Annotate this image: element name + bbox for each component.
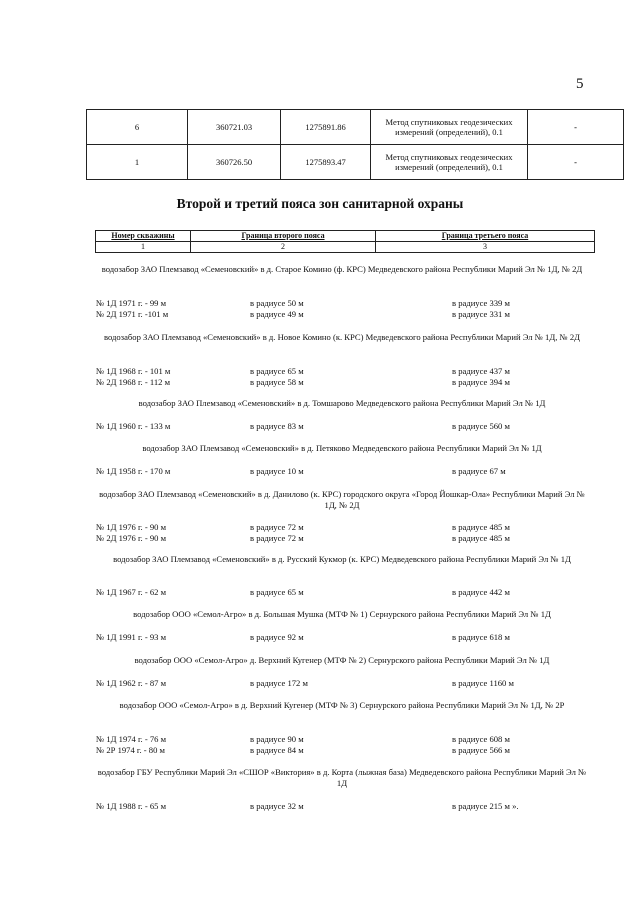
coordinates-table [86, 109, 624, 180]
well-label: № 1Д 1967 г. - 62 м [96, 587, 167, 597]
well-label: № 1Д 1991 г. - 93 м [96, 632, 167, 642]
well-label: № 1Д 1971 г. - 99 м [96, 298, 167, 308]
x-coordinate: 360721.03 [188, 110, 281, 145]
well-label: № 2Д 1971 г. -101 м [96, 309, 169, 319]
facility-heading: водозабор ЗАО Племзавод «Семеновский» в д. Петяково Медведевского района Республики Марий Эл № 1Д [142, 443, 542, 453]
third-zone-radius: в радиусе 485 м [452, 533, 510, 543]
third-zone-radius: в радиусе 1160 м [452, 678, 514, 688]
third-zone-radius: в радиусе 394 м [452, 377, 510, 387]
table-row [87, 145, 624, 180]
y-coordinate: 1275893.47 [281, 145, 371, 180]
point-number: 6 [87, 110, 188, 145]
column-number: 2 [191, 242, 376, 253]
well-label: № 2Д 1976 г. - 90 м [96, 533, 167, 543]
facility-heading: водозабор ЗАО Племзавод «Семеновский» в д. Томшарово Медведевского района Республики Марий Эл № 1Д [138, 398, 546, 408]
extra-cell: - [528, 145, 624, 180]
y-coordinate: 1275891.86 [281, 110, 371, 145]
well-label: № 1Д 1976 г. - 90 м [96, 522, 167, 532]
second-zone-radius: в радиусе 49 м [250, 309, 304, 319]
second-zone-radius: в радиусе 83 м [250, 421, 304, 431]
table-header-row [96, 231, 595, 242]
third-zone-radius: в радиусе 215 м ». [452, 801, 519, 811]
zones-header-table [95, 230, 595, 253]
point-number: 1 [87, 145, 188, 180]
facility-heading: водозабор ЗАО Племзавод «Семеновский» в д. Новое Комино (к. КРС) Медведевского района Республики Марий Эл № 1Д, № 2Д [103, 332, 581, 342]
header-second-zone: Граница второго пояса [191, 231, 376, 242]
second-zone-radius: в радиусе 84 м [250, 745, 304, 755]
facility-heading: водозабор ЗАО Племзавод «Семеновский» в д. Русский Кукмор (к. КРС) Медведевского района Республики Марий Эл № 1Д [113, 554, 571, 564]
table-number-row [96, 242, 595, 253]
well-label: № 1Д 1962 г. - 87 м [96, 678, 167, 688]
third-zone-radius: в радиусе 608 м [452, 734, 510, 744]
second-zone-radius: в радиусе 92 м [250, 632, 304, 642]
well-label: № 1Д 1958 г. - 170 м [96, 466, 171, 476]
second-zone-radius: в радиусе 50 м [250, 298, 304, 308]
third-zone-radius: в радиусе 566 м [452, 745, 510, 755]
table-row [87, 110, 624, 145]
second-zone-radius: в радиусе 10 м [250, 466, 304, 476]
header-well-number: Номер скважины [96, 231, 191, 242]
well-label: № 1Д 1988 г. - 65 м [96, 801, 167, 811]
facility-heading: водозабор ЗАО Племзавод «Семеновский» в д. Данилово (к. КРС) городского округа «Город Йошкар-Ола» Республики Марий Эл № 1Д, № 2Д [99, 489, 585, 510]
second-zone-radius: в радиусе 90 м [250, 734, 304, 744]
header-third-zone: Граница третьего пояса [376, 231, 595, 242]
third-zone-radius: в радиусе 442 м [452, 587, 510, 597]
second-zone-radius: в радиусе 72 м [250, 522, 304, 532]
method-cell: Метод спутниковых геодезических измерений (определений), 0.1 [371, 145, 528, 180]
third-zone-radius: в радиусе 560 м [452, 421, 510, 431]
second-zone-radius: в радиусе 172 м [250, 678, 308, 688]
second-zone-radius: в радиусе 65 м [250, 587, 304, 597]
well-label: № 1Д 1960 г. - 133 м [96, 421, 171, 431]
third-zone-radius: в радиусе 339 м [452, 298, 510, 308]
well-label: № 2Р 1974 г. - 80 м [96, 745, 165, 755]
x-coordinate: 360726.50 [188, 145, 281, 180]
facility-heading: водозабор ГБУ Республики Марий Эл «СШОР «Виктория» в д. Корта (лыжная база) Медведевского района Республики Марий Эл № 1Д [97, 767, 587, 788]
second-zone-radius: в радиусе 32 м [250, 801, 304, 811]
third-zone-radius: в радиусе 331 м [452, 309, 510, 319]
column-number: 1 [96, 242, 191, 253]
second-zone-radius: в радиусе 58 м [250, 377, 304, 387]
second-zone-radius: в радиусе 72 м [250, 533, 304, 543]
third-zone-radius: в радиусе 618 м [452, 632, 510, 642]
facility-heading: водозабор ООО «Семол-Агро» д. Верхний Кугенер (МТФ № 2) Сернурского района Республики Марий Эл № 1Д [134, 655, 550, 665]
facility-heading: водозабор ООО «Семол-Агро» в д. Большая Мушка (МТФ № 1) Сернурского района Республики Марий Эл № 1Д [133, 609, 551, 619]
facility-heading: водозабор ЗАО Племзавод «Семеновский» в д. Старое Комино (ф. КРС) Медведевского района Республики Марий Эл № 1Д, № 2Д [101, 264, 583, 274]
method-cell: Метод спутниковых геодезических измерений (определений), 0.1 [371, 110, 528, 145]
section-title: Второй и третий пояса зон санитарной охраны [176, 196, 464, 211]
page-number: 5 [576, 76, 584, 92]
facility-heading: водозабор ООО «Семол-Агро» в д. Верхний Кугенер (МТФ № 3) Сернурского района Республики Марий Эл № 1Д, № 2Р [119, 700, 565, 710]
well-label: № 1Д 1968 г. - 101 м [96, 366, 171, 376]
well-label: № 1Д 1974 г. - 76 м [96, 734, 167, 744]
column-number: 3 [376, 242, 595, 253]
second-zone-radius: в радиусе 65 м [250, 366, 304, 376]
third-zone-radius: в радиусе 437 м [452, 366, 510, 376]
extra-cell: - [528, 110, 624, 145]
third-zone-radius: в радиусе 67 м [452, 466, 506, 476]
third-zone-radius: в радиусе 485 м [452, 522, 510, 532]
well-label: № 2Д 1968 г. - 112 м [96, 377, 171, 387]
